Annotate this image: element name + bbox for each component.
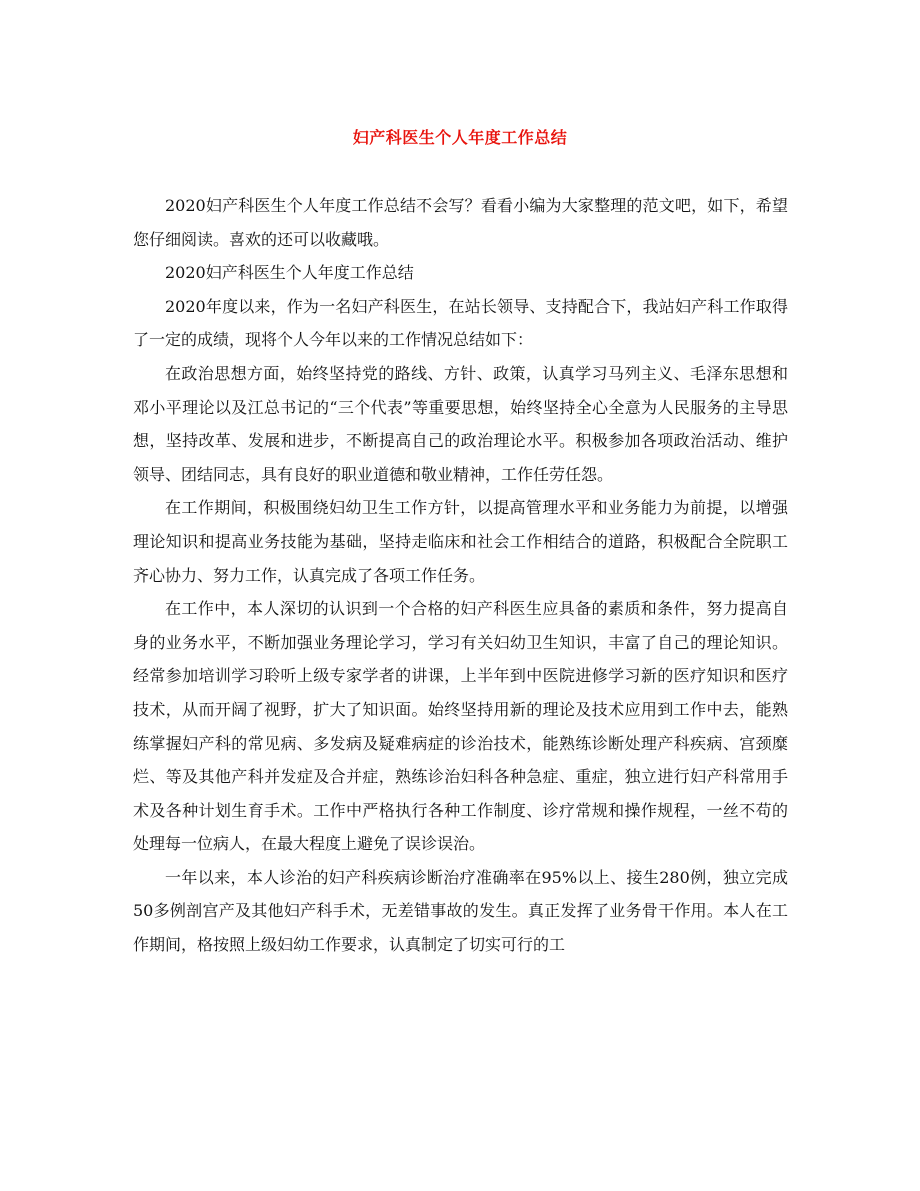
paragraph-political: 在政治思想方面，始终坚持党的路线、方针、政策，认真学习马列主义、毛泽东思想和邓小平理论以及江总书记的“三个代表”等重要思想，始终坚持全心全意为人民服务的主导思想，坚持改革、发展和进步，不断提高自己的政治理论水平。积极参加各项政治活动、维护领导、团结同志，具有良好的职业道德和敬业精神，工作任劳任怨。 (133, 363, 788, 484)
paragraph-subtitle: 2020妇产科医生个人年度工作总结 (165, 263, 414, 283)
document-title: 妇产科医生个人年度工作总结 (352, 128, 568, 147)
paragraph-intro: 2020妇产科医生个人年度工作总结不会写？看看小编为大家整理的范文吧，如下，希望您仔细阅读。喜欢的还可以收藏哦。 (133, 196, 788, 249)
paragraph-results: 一年以来，本人诊治的妇产科疾病诊断治疗准确率在95%以上、接生280例，独立完成50多例剖宫产及其他妇产科手术，无差错事故的发生。真正发挥了业务骨干作用。本人在工作期间，格按照上级妇幼工作要求，认真制定了切实可行的工 (133, 867, 788, 955)
paragraph-work-period: 在工作期间，积极围绕妇幼卫生工作方针，以提高管理水平和业务能力为前提，以增强理论知识和提高业务技能为基础，坚持走临床和社会工作相结合的道路，积极配合全院职工齐心协力、努力工作，认真完成了各项工作任务。 (133, 498, 788, 585)
document-body (133, 189, 788, 962)
paragraph-overview: 2020年度以来，作为一名妇产科医生，在站长领导、支持配合下，我站妇产科工作取得了一定的成绩，现将个人今年以来的工作情况总结如下： (133, 296, 788, 350)
paragraph-work-detail: 在工作中，本人深切的认识到一个合格的妇产科医生应具备的素质和条件，努力提高自身的业务水平，不断加强业务理论学习，学习有关妇幼卫生知识，丰富了自己的理论知识。经常参加培训学习聆听上级专家学者的讲课，上半年到中医院进修学习新的医疗知识和医疗技术，从而开阔了视野，扩大了知识面。始终坚持用新的理论及技术应用到工作中去，能熟练掌握妇产科的常见病、多发病及疑难病症的诊治技术，能熟练诊断处理产科疾病、宫颈糜烂、等及其他产科并发症及合并症，熟练诊治妇科各种急症、重症，独立进行妇产科常用手术及各种计划生育手术。工作中严格执行各种工作制度、诊疗常规和操作规程，一丝不苟的处理每一位病人，在最大程度上避免了误诊误治。 (133, 599, 788, 854)
